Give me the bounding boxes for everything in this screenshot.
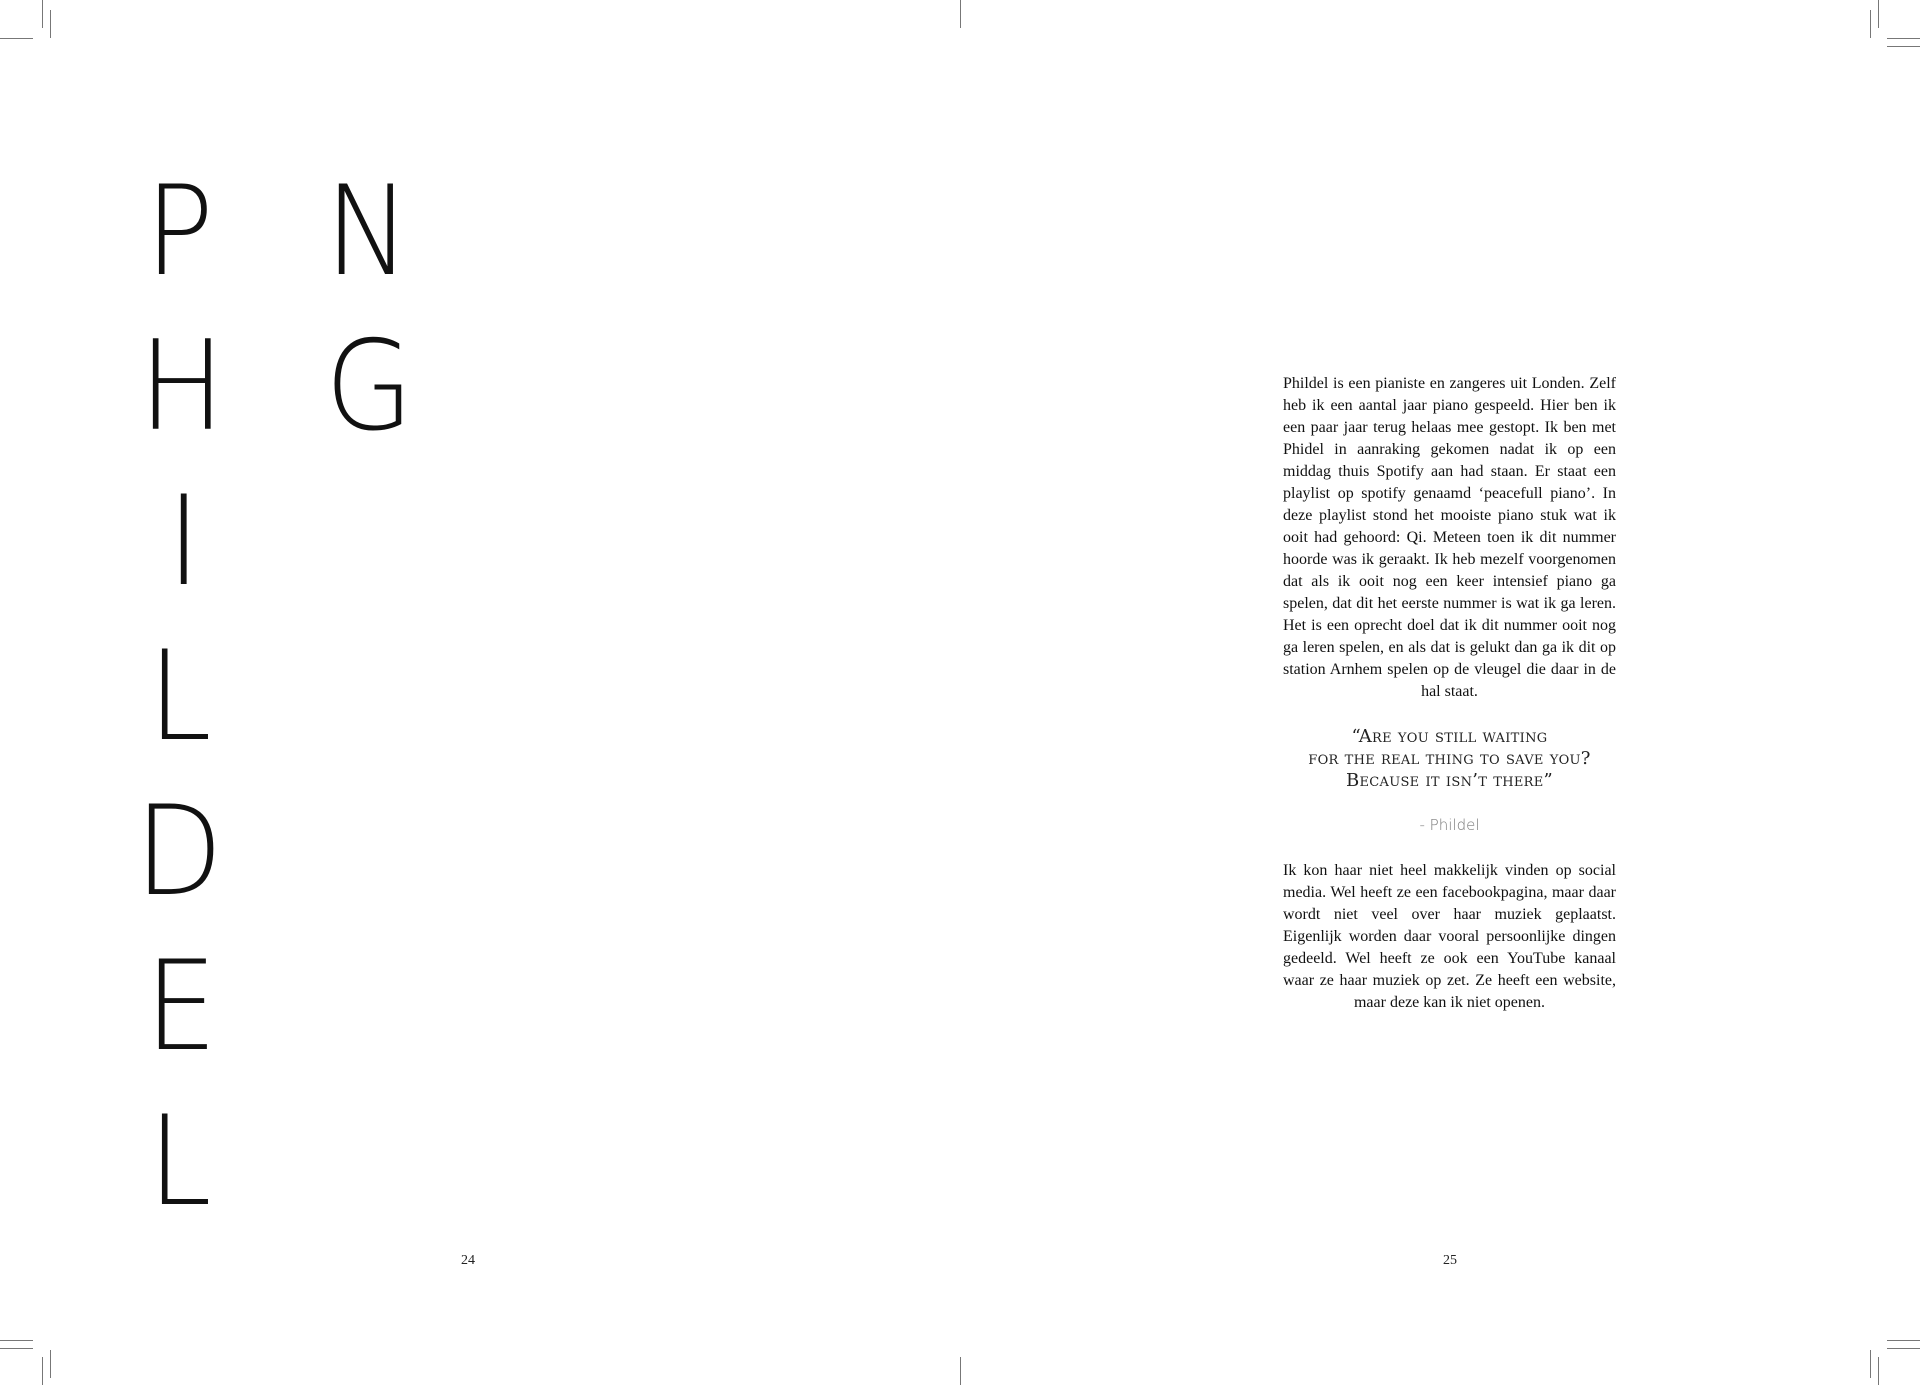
crop-mark [960,0,961,28]
title-letter: N [325,160,411,304]
title-letter: L [148,625,212,769]
crop-mark [50,1350,51,1378]
crop-mark [1887,38,1920,39]
quote-line: Because it isn’t there” [1345,770,1554,791]
title-letter: I [167,470,201,614]
title-letter: G [325,315,414,459]
crop-mark [0,1340,33,1341]
pull-quote [1283,726,1616,792]
crop-mark [1887,46,1920,47]
intro-paragraph: Phildel is een pianiste en zangeres uit Londen. Zelf heb ik een aantal jaar piano gespeeld. Hier ben ik een paar jaar terug helaas mee gestopt. Ik ben met Phidel in aanraking gekomen nadat ik op een middag thuis Spotify aan had staan. Er staat een playlist op spotify genaamd ‘peacefull piano’. In deze playlist stond het mooiste piano stuk wat ik ooit had gehoord: Qi. Meteen toen ik dit nummer hoorde was ik geraakt. Ik heb mezelf voorgenomen dat als ik ooit nog een keer intensief piano ga spelen, dat dit het eerste nummer is wat ik ga leren. Het is een oprecht doel dat ik dit nummer ooit nog ga leren spelen, en als dat is gelukt dan ga ik dit op station Arnhem spelen op de vleugel die daar in de hal staat. [1283,375,1616,700]
quote-line: for the real thing to save you? [1308,748,1591,769]
title-letter: D [135,780,223,924]
title-letter: E [145,935,218,1079]
quote-attribution: - Phildel [1419,816,1480,834]
body-text-block-2 [1283,860,1616,1014]
page-number-left: 24 [461,1253,475,1268]
crop-mark [0,38,33,39]
crop-mark [42,0,43,28]
crop-mark [1870,10,1871,38]
crop-mark [50,10,51,38]
title-letter: L [148,1090,212,1234]
crop-mark [0,1348,33,1349]
body-text-block-1 [1283,373,1616,703]
crop-mark [1878,1357,1879,1385]
crop-mark [1878,0,1879,28]
quote-line: “Are you still waiting [1351,726,1548,747]
page-number-right: 25 [1443,1253,1457,1268]
title-letter: P [145,160,214,304]
crop-mark [960,1357,961,1385]
crop-mark [1870,1350,1871,1378]
crop-mark [1887,1348,1920,1349]
crop-mark [1887,1340,1920,1341]
crop-mark [42,1357,43,1385]
title-letter: H [139,315,225,459]
social-media-paragraph: Ik kon haar niet heel makkelijk vinden op social media. Wel heeft ze een facebookpagina, maar daar wordt niet veel over haar muziek geplaatst. Eigenlijk worden daar vooral persoonlijke dingen gedeeld. Wel heeft ze ook een YouTube kanaal waar ze haar muziek op zet. Ze heeft een website, maar deze kan ik niet openen. [1283,862,1616,1011]
